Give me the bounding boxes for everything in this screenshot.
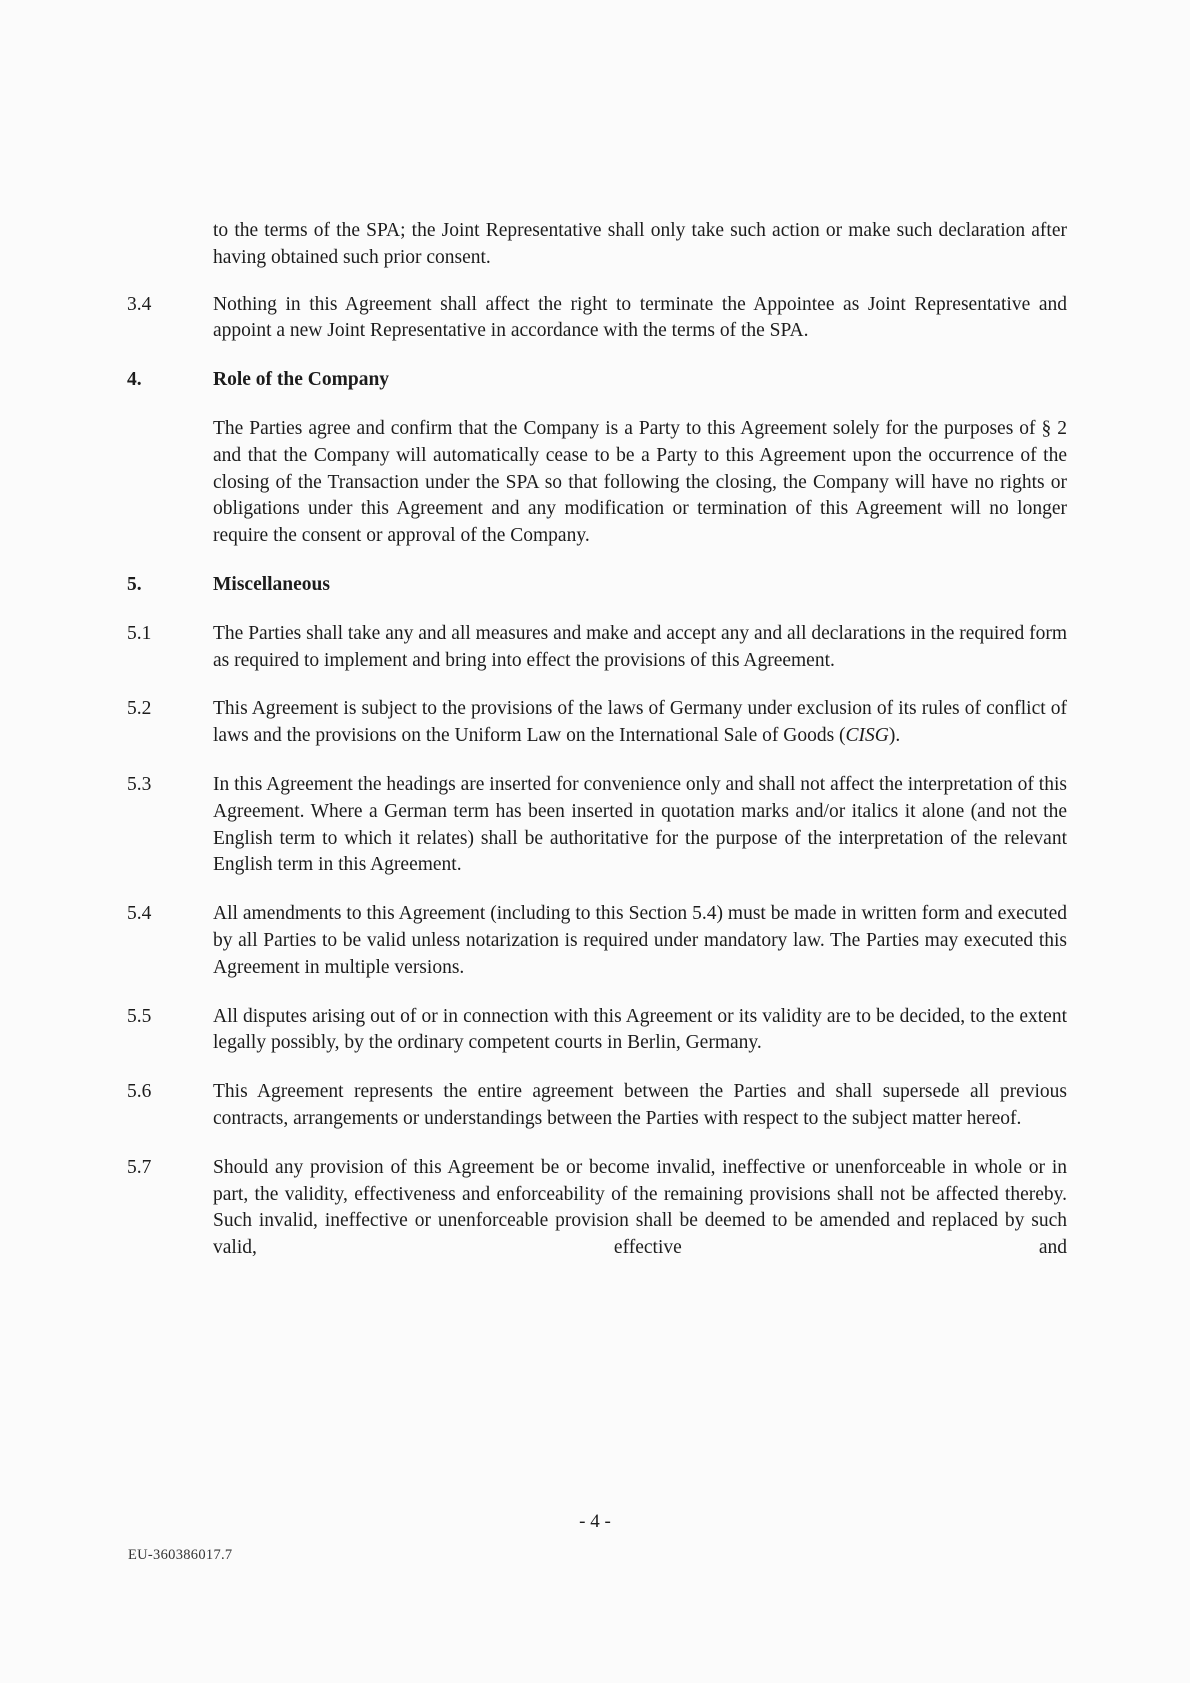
clause-5-6 <box>127 1079 1067 1133</box>
clause-text-italic: CISG <box>845 725 889 747</box>
section-4-heading <box>127 367 1067 394</box>
clause-text-part: This Agreement is subject to the provisions of the laws of Germany under exclusion of its rules of conflict of laws and the provisions on the Uniform Law on the International Sale of Goods ( <box>213 698 1067 747</box>
clause-number: 5.7 <box>127 1156 152 1178</box>
section-title: Role of the Company <box>213 369 390 391</box>
clause-number: 5.1 <box>127 622 152 644</box>
clause-text: This Agreement represents the entire agreement between the Parties and shall supersede all previous contracts, arrangements or understandings between the Parties with respect to the subject matter hereof. <box>213 1081 1067 1129</box>
clause-text: All amendments to this Agreement (including to this Section 5.4) must be made in written form and executed by all Parties to be valid unless notarization is required under mandatory law. The Parties may executed this Agreement in multiple versions. <box>213 903 1067 978</box>
section-number: 5. <box>127 573 142 595</box>
clause-5-1 <box>127 621 1067 675</box>
section-5-heading <box>127 572 1067 599</box>
clause-5-4 <box>127 901 1067 981</box>
clause-text <box>213 696 1067 750</box>
document-body <box>127 218 1067 1262</box>
clause-number: 5.4 <box>127 903 152 925</box>
clause-3-4 <box>127 292 1067 346</box>
clause-text: In this Agreement the headings are inserted for convenience only and shall not affect the interpretation of this Agreement. Where a German term has been inserted in quotation marks and/or italics it alone (and not the English term to which it relates) shall be authoritative for the purpose of the interpretation of the relevant English term in this Agreement. <box>213 773 1067 876</box>
clause-text-part: ). <box>888 725 901 747</box>
clause-number: 5.6 <box>127 1081 152 1103</box>
clause-text: The Parties shall take any and all measures and make and accept any and all declarations in the required form as required to implement and bring into effect the provisions of this Agreement. <box>213 622 1067 671</box>
clause-text: All disputes arising out of or in connection with this Agreement or its validity are to be decided, to the extent legally possibly, by the ordinary competent courts in Berlin, Germany. <box>213 1005 1067 1054</box>
section-number: 4. <box>127 369 142 391</box>
section-title: Miscellaneous <box>213 573 330 595</box>
clause-text: Should any provision of this Agreement be or become invalid, ineffective or unenforceable in whole or in part, the validity, effectiveness and enforceability of the remaining provisions shall not be affected thereby. Such invalid, ineffective or unenforceable provision shall be deemed to be amended and replaced by such valid, effective and <box>213 1156 1067 1259</box>
clause-number: 5.3 <box>127 773 152 795</box>
clause-5-2 <box>127 696 1067 750</box>
page-number: - 4 - <box>579 1511 611 1532</box>
clause-5-3 <box>127 772 1067 879</box>
clause-5-7 <box>127 1155 1067 1262</box>
continuation-paragraph: to the terms of the SPA; the Joint Representative shall only take such action or make such declaration after having obtained such prior consent. <box>213 220 1067 268</box>
section-4-body: The Parties agree and confirm that the Company is a Party to this Agreement solely for the purposes of § 2 and that the Company will automatically cease to be a Party to this Agreement upon the occurrence of the closing of the Transaction under the SPA so that following the closing, the Company will have no rights or obligations under this Agreement and any modification or termination of this Agreement will no longer require the consent or approval of the Company. <box>213 417 1067 547</box>
clause-number: 5.5 <box>127 1005 152 1027</box>
clause-number: 5.2 <box>127 698 152 720</box>
clause-5-5 <box>127 1004 1067 1058</box>
document-reference: EU-360386017.7 <box>128 1547 233 1563</box>
clause-number: 3.4 <box>127 293 152 315</box>
clause-text: Nothing in this Agreement shall affect the right to terminate the Appointee as Joint Representative and appoint a new Joint Representative in accordance with the terms of the SPA. <box>213 293 1067 342</box>
